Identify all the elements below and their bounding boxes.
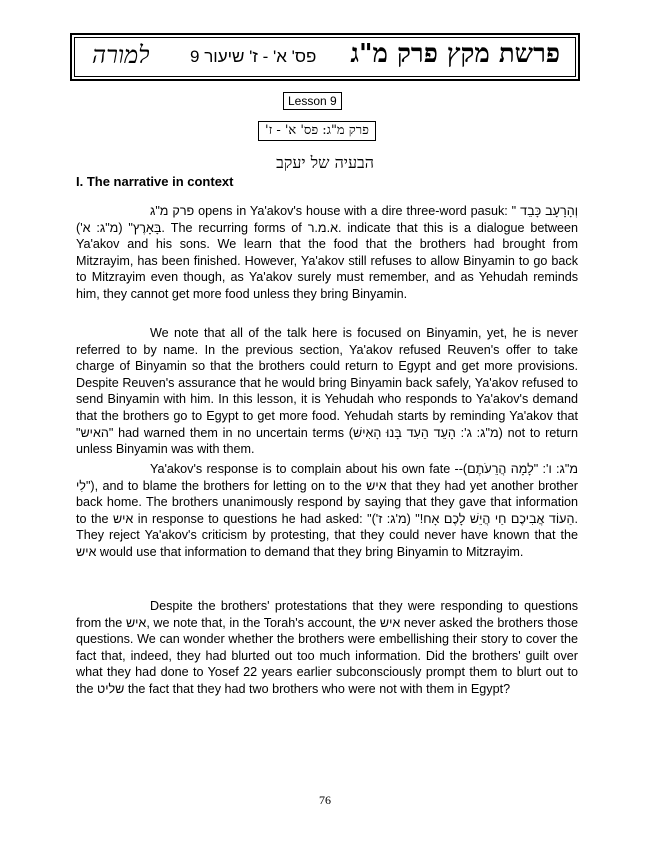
lesson-label: Lesson 9 [283, 92, 342, 110]
header-shiur-label: פס' א' - ז' שיעור 9 [190, 47, 317, 66]
paragraph-2: We note that all of the talk here is focused on Binyamin, yet, he is never referred to by name. In the previous section, Ya'akov refused Reuven's offer to take charge of Binyamin so that the brothers could return to Egypt and get more provisions. Despite Reuven's assurance that he would bring Binyamin back safely, Ya'akov refused to send Binyamin with him. In this lesson, it is Yehudah who responds to Ya'akov's demand that the brothers go to Egypt to get more food. Yehudah starts by reminding Ya'akov that "האיש" had warned them in no uncertain terms (מ"ג: ג': הָעֵד הֵעִד בָּנוּ הָאִישׁ) not to return unless Binyamin was with them. [76, 326, 579, 457]
paragraph-3: Ya'akov's response is to complain about his own fate --(מ"ג: ו': "לָמָה הֲרֵעֹתֶם לִי"), and to blame the brothers for letting on to the איש that they had yet another brother back home. The brothers unanimously respond by saying that they gave that information to the איש in response to questions he had asked: "הַעוֹד אֲבִיכֶם חַי הֲיֵשׁ לָכֶם אָח!" (מ'ג: ז'). They reject Ya'akov's criticism by protesting, that they could never have known that the איש would use that information to demand that they bring Binyamin to Mitzrayim. [76, 462, 579, 559]
header-parsha-title: פרשת מקץ פרק מ"ג [350, 39, 560, 69]
header-banner [70, 33, 580, 81]
page-number: 76 [319, 793, 331, 807]
hebrew-title: הבעיה של יעקב [276, 153, 374, 172]
paragraph-4: Despite the brothers' protestations that they were responding to questions from the איש, we note that, in the Torah's account, the איש never asked the brothers those questions. We can wonder whether the brothers were embellishing their story to cover the fact that, indeed, they had blurted out too much information. Did the brothers' guilt over what they had done to Yosef 22 years earlier subconsciously prompt them to blurt out to the שליט the fact that they had two brothers who were not with them in Egypt? [76, 599, 578, 696]
perek-label: פרק מ"ג: פס' א' - ז' [258, 121, 376, 141]
header-torah-label: למורה [92, 41, 150, 69]
paragraph-1: פרק מ"ג opens in Ya'akov's house with a dire three-word pasuk: " וְהָרָעָב כָּבֵד בָּאָרֶץ" (מ"ג: א'). The recurring forms of א.מ.ר. indicate that this is a dialogue between Ya'akov and his sons. We learn that the food that the brothers had brought from Mitzrayim, has been finished. However, Ya'akov still refuses to allow Binyamin to go back to Mitzrayim even though, as Ya'akov surely must remember, and as Yehudah reminds him, they cannot get more food unless they bring Binyamin. [76, 204, 579, 301]
section-title: I. The narrative in context [76, 174, 234, 189]
